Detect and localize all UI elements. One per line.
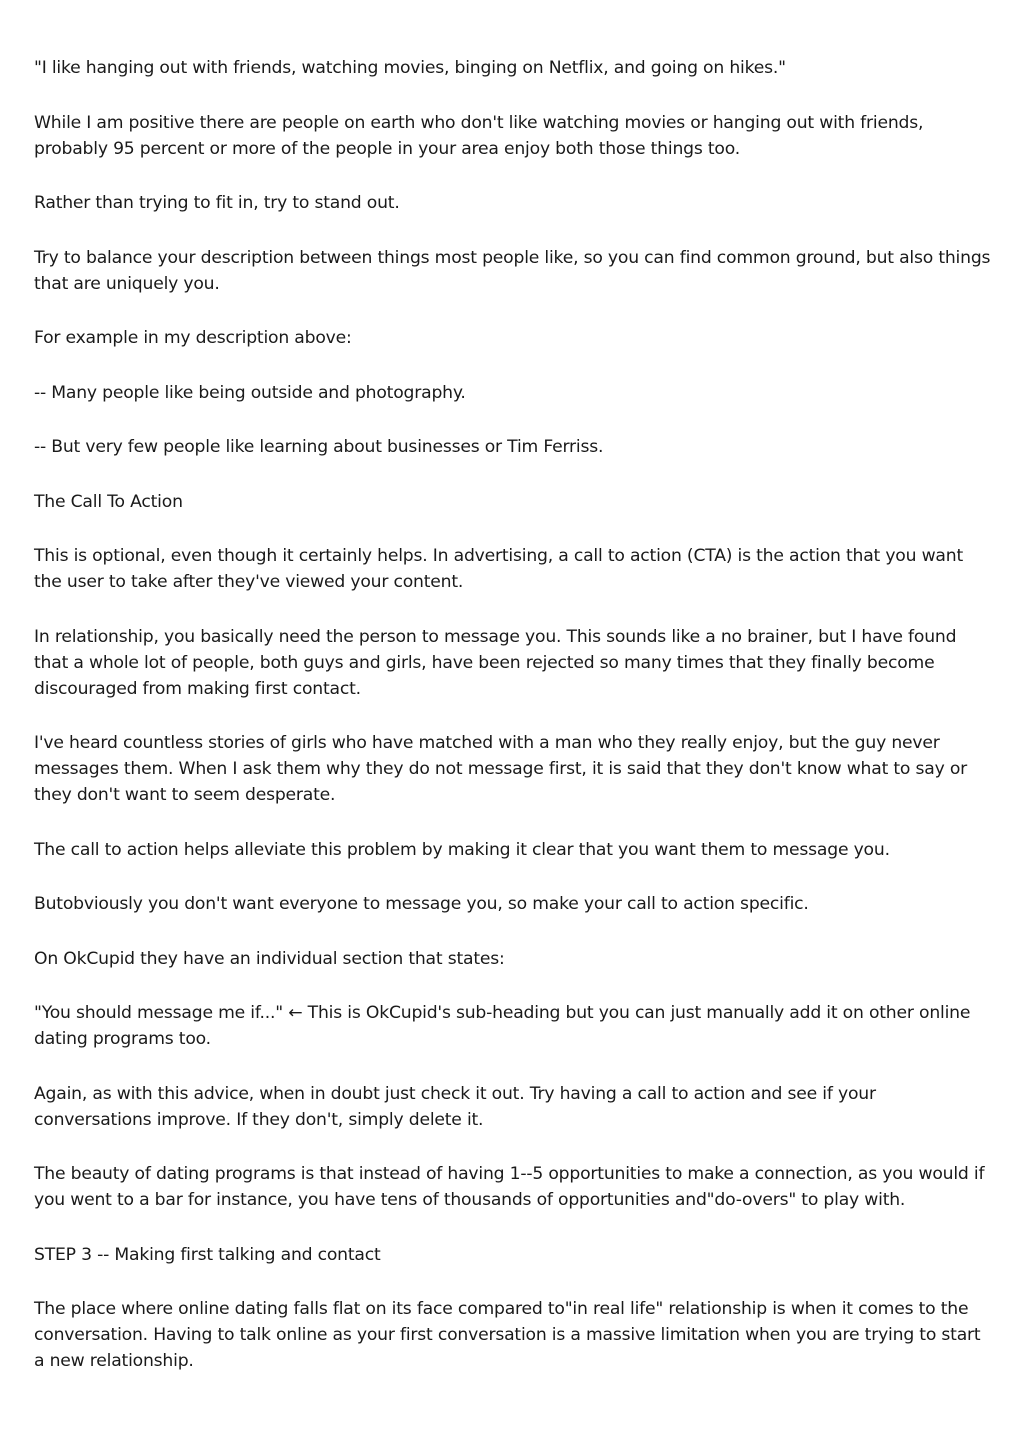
paragraph-okcupid-section: On OkCupid they have an individual section that states: bbox=[34, 948, 505, 969]
paragraph-cta-definition: This is optional, even though it certainly helps. In advertising, a call to action (CTA) is the action that you want the user to take after they've viewed your content. bbox=[34, 546, 963, 592]
paragraph-example-intro: For example in my description above: bbox=[34, 328, 352, 348]
paragraph-balance-description: Try to balance your description between things most people like, so you can find common ground, but also things that are uniquely you. bbox=[34, 247, 991, 294]
paragraph-cta-alleviate: The call to action helps alleviate this problem by making it clear that you want them to message you. bbox=[34, 839, 890, 860]
paragraph-quote-hobbies: "I like hanging out with friends, watching movies, binging on Netflix, and going on hikes." bbox=[34, 58, 786, 78]
paragraph-example-unique: -- But very few people like learning about businesses or Tim Ferriss. bbox=[34, 437, 604, 457]
paragraph-cta-stories: I've heard countless stories of girls who have matched with a man who they really enjoy, but the guy never messages them. When I ask them why they do not message first, it is said that they don't know what to say or they don't want to seem desperate. bbox=[34, 733, 968, 805]
document-body bbox=[34, 55, 994, 1403]
paragraph-example-common: -- Many people like being outside and photography. bbox=[34, 382, 466, 403]
section-heading-call-to-action: The Call To Action bbox=[34, 491, 183, 512]
paragraph-cta-specific: Butobviously you don't want everyone to message you, so make your call to action specific. bbox=[34, 894, 809, 914]
paragraph-cta-need-message: In relationship, you basically need the person to message you. This sounds like a no brainer, but I have found that a whole lot of people, both guys and girls, have been rejected so many times that they finally become discouraged from making first contact. bbox=[34, 626, 957, 699]
paragraph-online-limitation: The place where online dating falls flat on its face compared to"in real life" relationship is when it comes to the conversation. Having to talk online as your first conversation is a massive limitation when you are trying to start a new relationship. bbox=[34, 1299, 981, 1371]
paragraph-test-cta: Again, as with this advice, when in doubt just check it out. Try having a call to action and see if your conversations improve. If they don't, simply delete it. bbox=[34, 1083, 876, 1130]
paragraph-common-interests: While I am positive there are people on earth who don't like watching movies or hanging out with friends, probably 95 percent or more of the people in your area enjoy both those things too. bbox=[34, 112, 924, 159]
paragraph-okcupid-subheading: "You should message me if..." ← This is OkCupid's sub-heading but you can just manually add it on other online dating programs too. bbox=[34, 1003, 971, 1049]
paragraph-stand-out: Rather than trying to fit in, try to stand out. bbox=[34, 193, 400, 213]
section-heading-step-3: STEP 3 -- Making first talking and contact bbox=[34, 1244, 381, 1265]
paragraph-dating-programs-beauty: The beauty of dating programs is that instead of having 1--5 opportunities to make a connection, as you would if you went to a bar for instance, you have tens of thousands of opportunities and"do-overs" to play with. bbox=[34, 1164, 985, 1210]
